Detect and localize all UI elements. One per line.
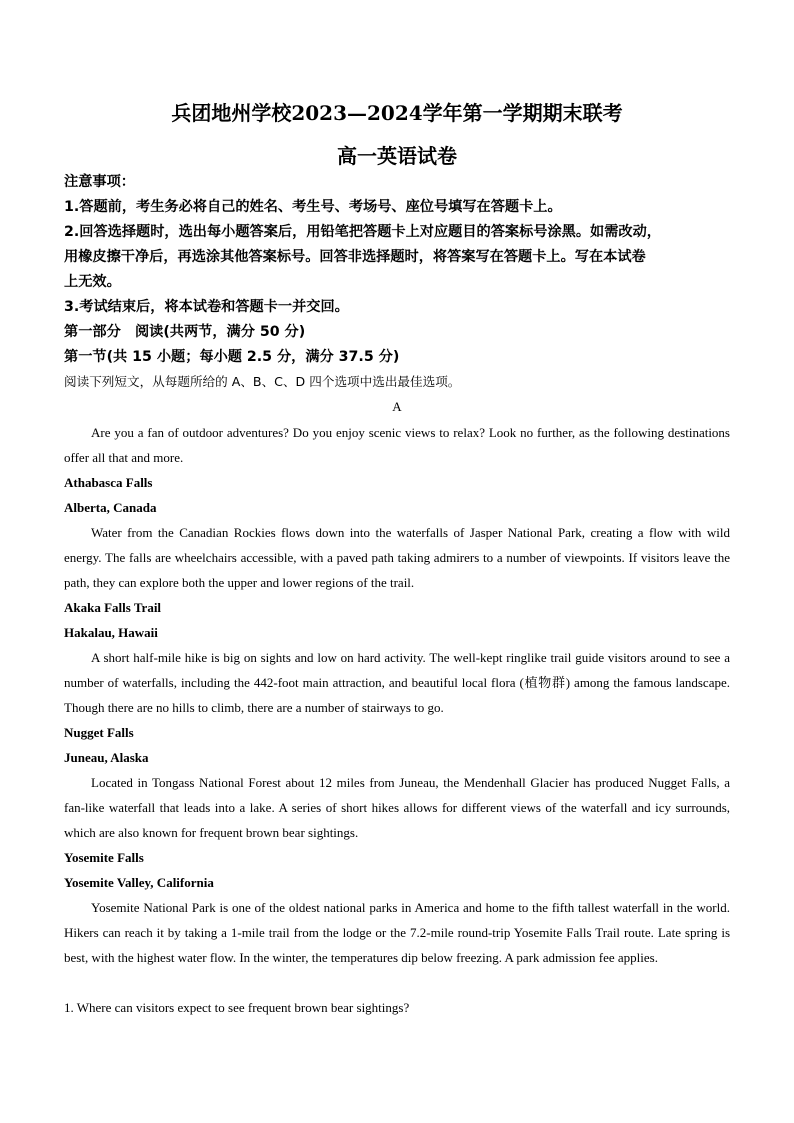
place-name: Nugget Falls [64,725,134,740]
notice-item-3: 3.考试结束后，将本试卷和答题卡一并交回。 [64,299,349,315]
place-name: Yosemite Falls [64,850,144,865]
place-description: Yosemite National Park is one of the oldest national parks in America and home to the fifth tallest waterfall in the world. Hikers can reach it by taking a 1-mile trail from the lodge or the 7.2-mile round-trip Yosemite Falls Trail route. Late spring is best, with the highest water flow. In the winter, the temperatures dip below freezing. A park admission fee applies. [64,900,730,965]
place-location: Yosemite Valley, California [64,875,214,890]
notice-item-2-line-1: 2.回答选择题时，选出每小题答案后，用铅笔把答题卡上对应题目的答案标号涂黑。如需改动， [64,224,661,240]
notice-item-1: 1.答题前，考生务必将自己的姓名、考生号、考场号、座位号填写在答题卡上。 [64,199,562,215]
section-heading: 第一节(共 15 小题；每小题 2.5 分，满分 37.5 分) [64,349,400,365]
place-description: Water from the Canadian Rockies flows down into the waterfalls of Jasper National Park, creating a flow with wild energy. The falls are wheelchairs accessible, with a paved path taking admirers to a number of viewpoints. If visitors leave the path, they can explore both the upper and lower regions of the trail. [64,525,730,590]
place-location: Juneau, Alaska [64,750,149,765]
place-name: Akaka Falls Trail [64,600,162,615]
passage-letter: A [392,399,402,414]
exam-title: 兵团地州学校2023—2024学年第一学期期末联考 [171,101,623,125]
passage-intro: Are you a fan of outdoor adventures? Do you enjoy scenic views to relax? Look no further, as the following destinations offer all that and more. [64,425,730,465]
place-location: Hakalau, Hawaii [64,625,158,640]
question-1: 1. Where can visitors expect to see frequent brown bear sightings? [64,1000,410,1015]
notice-heading: 注意事项： [64,174,135,190]
reading-instruction: 阅读下列短文，从每题所给的 A、B、C、D 四个选项中选出最佳选项。 [64,374,461,389]
place-name: Athabasca Falls [64,475,153,490]
notice-item-2-line-2: 用橡皮擦干净后，再选涂其他答案标号。回答非选择题时，将答案写在答题卡上。写在本试卷 [64,249,646,265]
exam-subtitle: 高一英语试卷 [337,144,457,168]
place-description: Located in Tongass National Forest about 12 miles from Juneau, the Mendenhall Glacier has produced Nugget Falls, a fan-like waterfall that leads into a lake. A series of short hikes allows for different views of the waterfall and icy surrounds, which are also known for frequent brown bear sightings. [64,775,730,840]
part-heading: 第一部分 阅读(共两节，满分 50 分) [64,324,306,340]
place-description: A short half-mile hike is big on sights and low on hard activity. The well-kept ringlike trail guide visitors around to see a number of waterfalls, including the 442-foot main attraction, and beautiful local flora (植物群) among the famous landscape. Though there are no hills to climb, there are a number of stairways to go. [64,650,730,715]
place-location: Alberta, Canada [64,500,157,515]
notice-item-2-line-3: 上无效。 [64,274,121,290]
